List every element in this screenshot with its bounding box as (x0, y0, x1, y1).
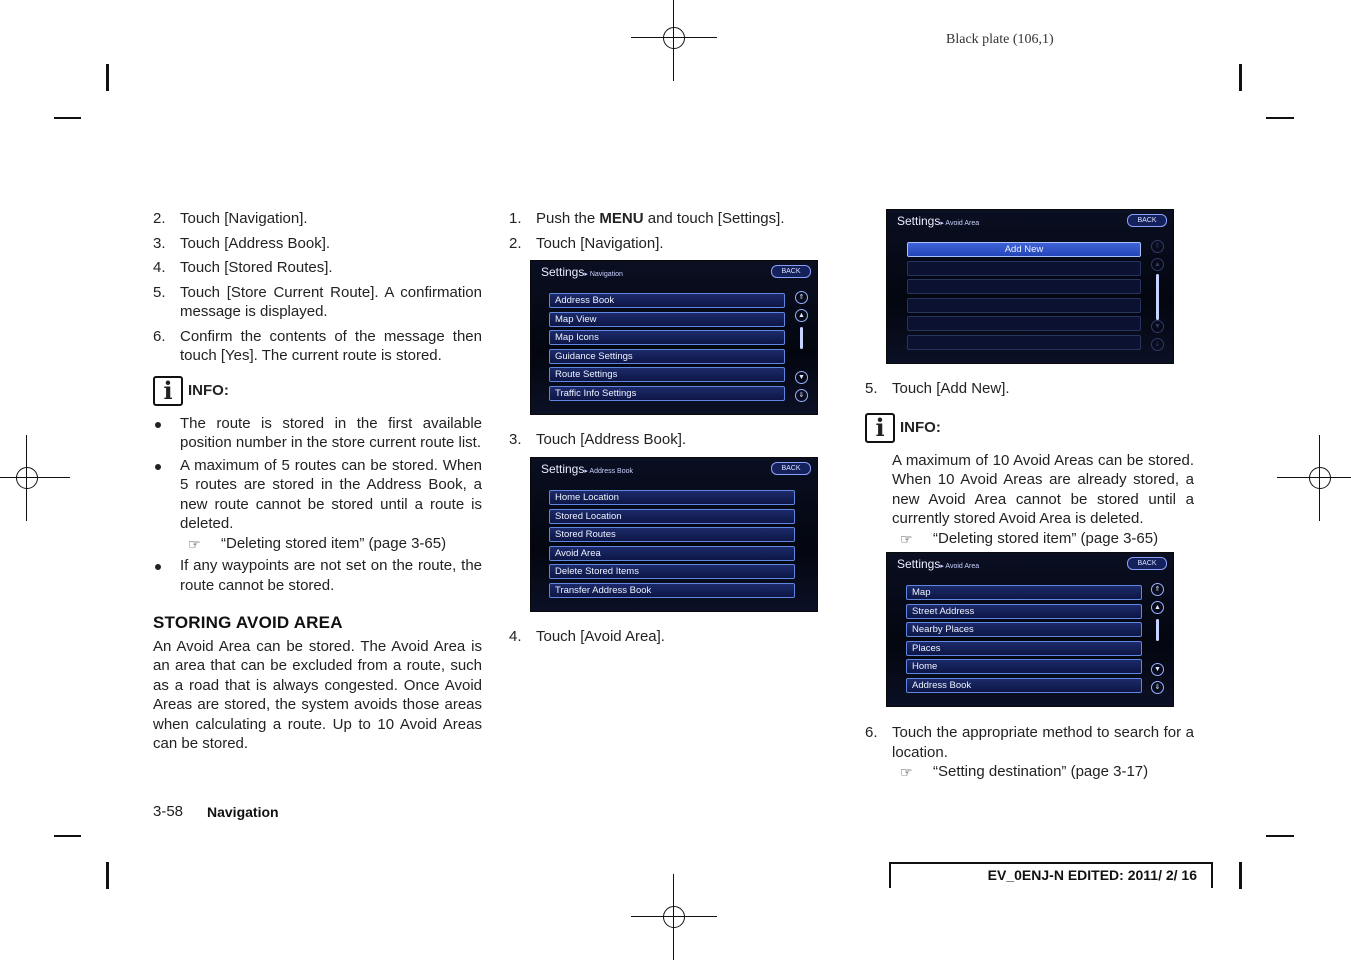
empty-slot (907, 335, 1141, 350)
registration-mark-bottom (631, 874, 717, 960)
step-6: 6. Confirm the contents of the message then touch [Yes]. The current route is stored. (153, 327, 482, 364)
reference-hand-icon: ☞ (188, 535, 201, 552)
step-6: 6. Touch the appropriate method to search for a location. (865, 724, 1194, 761)
page-reference: ☞ “Deleting stored item” (page 3-65) (188, 534, 482, 554)
step-2: 2. Touch [Navigation]. (509, 234, 664, 252)
menu-item-delete-stored-items[interactable]: Delete Stored Items (549, 564, 795, 579)
plate-label: Black plate (106,1) (946, 32, 1054, 47)
section-paragraph: An Avoid Area can be stored. The Avoid Area is an area that can be excluded from a route, such as a road that is always congested. Once Avoid Areas are stored, the system avoids those areas when calculating a route. Up to 10 Avoid Areas can be stored. (153, 637, 482, 752)
screen-title: Settings▸ Avoid Area (897, 214, 980, 228)
step-4: 4. Touch [Stored Routes]. (153, 259, 333, 276)
page-down-icon[interactable]: ⇓ (795, 389, 808, 402)
info-heading: i INFO: (153, 376, 482, 406)
info-text: A maximum of 10 Avoid Areas can be stored. When 10 Avoid Areas are already stored, a new Avoid Area cannot be stored until a currently stored Avoid Area is deleted. (892, 451, 1194, 527)
info-bullet: A maximum of 5 routes can be stored. When 5 routes are stored in the Address Book, a new route cannot be stored until a route is deleted. ☞ “Deleting stored item” (page 3-65) (153, 456, 482, 554)
page-down-icon[interactable]: ⇓ (1151, 338, 1164, 351)
menu-item-stored-location[interactable]: Stored Location (549, 509, 795, 524)
registration-mark-right (1277, 435, 1351, 521)
menu-item-address-book[interactable]: Address Book (549, 293, 785, 308)
menu-item-avoid-area[interactable]: Avoid Area (549, 546, 795, 561)
menu-item-map[interactable]: Map (906, 585, 1142, 600)
scrollbar[interactable] (795, 291, 809, 409)
page-down-icon[interactable]: ⇓ (1151, 681, 1164, 694)
right-column (865, 379, 1194, 548)
scrollbar[interactable] (1151, 240, 1165, 358)
registration-mark-left (0, 435, 70, 521)
info-heading: i INFO: (865, 413, 1194, 443)
step-5: 5. Touch [Add New]. (865, 380, 1010, 397)
step-3: 3. Touch [Address Book]. (153, 234, 331, 252)
middle-column (509, 209, 809, 258)
menu-item-nearby-places[interactable]: Nearby Places (906, 622, 1142, 637)
step-1: 1. Push the MENU and touch [Settings]. (509, 210, 785, 227)
scroll-up-icon[interactable]: ▲ (1151, 601, 1164, 614)
empty-slot (907, 298, 1141, 313)
menu-item-address-book[interactable]: Address Book (906, 678, 1142, 693)
menu-item-traffic-info-settings[interactable]: Traffic Info Settings (549, 386, 785, 401)
screen-title: Settings▸ Avoid Area (897, 557, 980, 571)
page-up-icon[interactable]: ⇑ (1151, 583, 1164, 596)
section-heading: STORING AVOID AREA (153, 613, 343, 632)
scroll-up-icon[interactable]: ▲ (795, 309, 808, 322)
menu-item-home-location[interactable]: Home Location (549, 490, 795, 505)
back-button[interactable]: BACK (1127, 557, 1167, 570)
menu-item-guidance-settings[interactable]: Guidance Settings (549, 349, 785, 364)
navigation-settings-screen (530, 260, 818, 415)
empty-slot (907, 316, 1141, 331)
back-button[interactable]: BACK (771, 265, 811, 278)
menu-item-home[interactable]: Home (906, 659, 1142, 674)
menu-item-places[interactable]: Places (906, 641, 1142, 656)
empty-slot (907, 261, 1141, 276)
avoid-area-search-screen (886, 552, 1174, 707)
info-bullet: If any waypoints are not set on the route, the route cannot be stored. (153, 556, 482, 595)
menu-item-stored-routes[interactable]: Stored Routes (549, 527, 795, 542)
menu-item-transfer-address-book[interactable]: Transfer Address Book (549, 583, 795, 598)
address-book-screen (530, 457, 818, 612)
info-icon: i (865, 413, 895, 443)
page-reference: ☞ “Setting destination” (page 3-17) (900, 762, 1194, 782)
screen-title: Settings▸ Navigation (541, 265, 623, 279)
reference-hand-icon: ☞ (900, 530, 913, 547)
page-reference: ☞ “Deleting stored item” (page 3-65) (900, 529, 1194, 549)
section-name: Navigation (207, 804, 279, 820)
add-new-button[interactable]: Add New (907, 242, 1141, 257)
left-column (153, 209, 482, 754)
back-button[interactable]: BACK (1127, 214, 1167, 227)
menu-item-street-address[interactable]: Street Address (906, 604, 1142, 619)
step-6-block (865, 723, 1194, 782)
scrollbar[interactable] (1151, 583, 1165, 701)
back-button[interactable]: BACK (771, 462, 811, 475)
registration-mark-top (631, 0, 717, 81)
scroll-up-icon[interactable]: ▲ (1151, 258, 1164, 271)
page-number: 3-58 (153, 803, 184, 820)
avoid-area-screen (886, 209, 1174, 364)
step-4: 4. Touch [Avoid Area]. (509, 628, 665, 645)
edited-stamp: EV_0ENJ-N EDITED: 2011/ 2/ 16 (889, 862, 1213, 888)
page-up-icon[interactable]: ⇑ (795, 291, 808, 304)
step-5: 5. Touch [Store Current Route]. A confirmation message is displayed. (153, 283, 482, 320)
scroll-down-icon[interactable]: ▼ (1151, 320, 1164, 333)
menu-item-map-icons[interactable]: Map Icons (549, 330, 785, 345)
empty-slot (907, 279, 1141, 294)
screen-title: Settings▸ Address Book (541, 462, 634, 476)
scroll-down-icon[interactable]: ▼ (795, 371, 808, 384)
info-icon: i (153, 376, 183, 406)
reference-hand-icon: ☞ (900, 764, 913, 780)
menu-item-route-settings[interactable]: Route Settings (549, 367, 785, 382)
step-3: 3. Touch [Address Book]. (509, 431, 687, 448)
info-bullet: The route is stored in the first available position number in the store current route list. (153, 414, 482, 453)
scroll-down-icon[interactable]: ▼ (1151, 663, 1164, 676)
step-2: 2. Touch [Navigation]. (153, 210, 308, 227)
menu-item-map-view[interactable]: Map View (549, 312, 785, 327)
page-up-icon[interactable]: ⇑ (1151, 240, 1164, 253)
